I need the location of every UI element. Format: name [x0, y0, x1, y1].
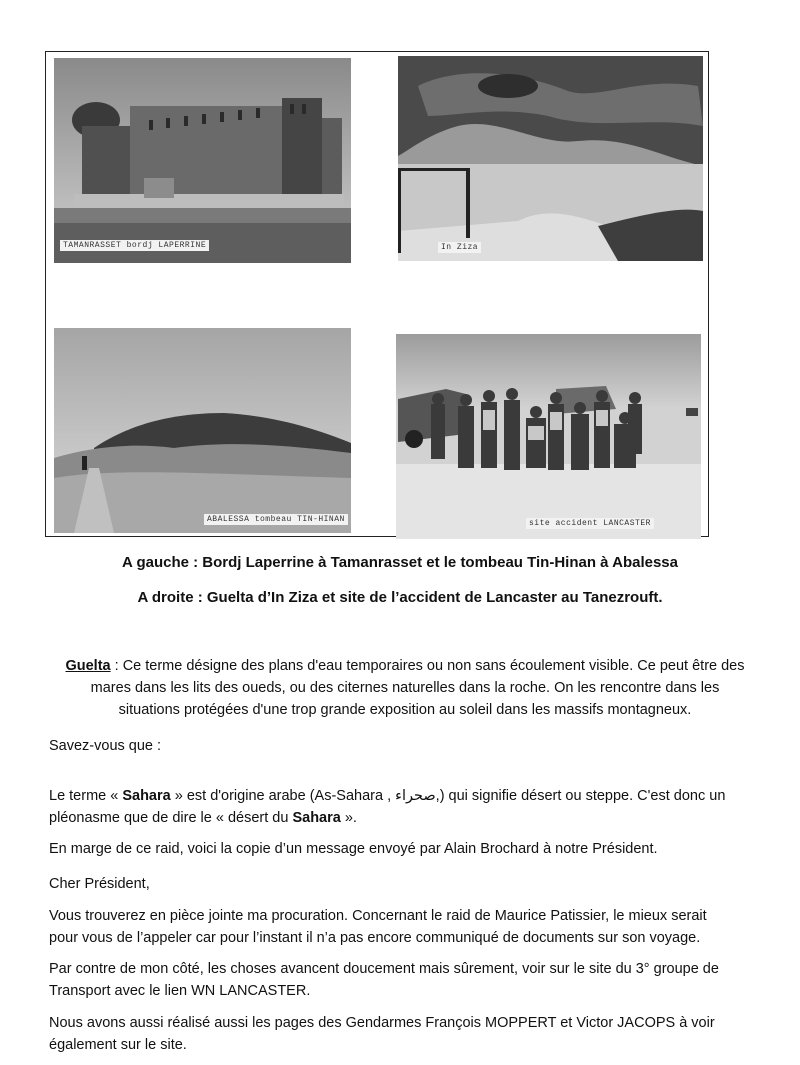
sahara-text-f: ». [340, 810, 357, 826]
guelta-definition [40, 655, 770, 721]
photo-caption: site accident LANCASTER [526, 518, 654, 529]
gendarmes-line-2: également sur le site. [49, 1037, 187, 1053]
salutation: Cher Président, [49, 876, 150, 892]
photo-frame [45, 51, 709, 537]
sahara-term: Sahara [122, 788, 171, 804]
photo-site-accident-lancaster [396, 334, 701, 539]
sahara-text-a: Le terme « [49, 788, 123, 804]
photo-caption: In Ziza [438, 242, 481, 253]
mon-cote-line-2: Transport avec le lien WN LANCASTER. [49, 983, 311, 999]
guelta-line-3: situations protégées d'une trop grande exposition au soleil dans les massifs montagneux. [118, 702, 692, 718]
guelta-term: Guelta [65, 658, 111, 674]
sahara-term-2: Sahara [292, 810, 341, 826]
procuration-line-1: Vous trouverez en pièce jointe ma procuration. Concernant le raid de Maurice Patissier, le mieux serait [49, 908, 707, 924]
message-intro: En marge de ce raid, voici la copie d’un message envoyé par Alain Brochard à notre Président. [49, 841, 658, 857]
guelta-line-1: : Ce terme désigne des plans d'eau temporaires ou non sans écoulement visible. Ce peut être des [110, 658, 745, 674]
guelta-line-2: mares dans les lits des oueds, ou des citernes naturelles dans la roche. On les rencontre dans les [90, 680, 720, 696]
sahara-text-d: pléonasme que de dire le « désert du [49, 810, 293, 826]
savez-vous-que: Savez-vous que : [49, 738, 162, 754]
sahara-text-c: » est d'origine arabe (As-Sahara , صحراء,) qui signifie désert ou steppe. C'est donc un [170, 788, 726, 804]
photo-guelta-in-ziza [398, 56, 703, 261]
sahara-paragraph [49, 785, 769, 829]
mon-cote-line-1: Par contre de mon côté, les choses avancent doucement mais sûrement, voir sur le site du 3° groupe de [49, 961, 719, 977]
photo-tombeau-tin-hinan [54, 328, 351, 533]
caption-right-photos: A droite : Guelta d’In Ziza et site de l’accident de Lancaster au Tanezrouft. [137, 589, 663, 606]
paragraph-gendarmes [49, 1012, 779, 1056]
caption-left-photos: A gauche : Bordj Laperrine à Tamanrasset et le tombeau Tin-Hinan à Abalessa [122, 554, 678, 571]
procuration-line-2: pour vous de l’appeler car pour l’instant il n’a pas encore communiqué de documents sur son voyage. [49, 930, 701, 946]
photo-caption: ABALESSA tombeau TIN-HINAN [204, 514, 348, 525]
photo-caption: TAMANRASSET bordj LAPERRINE [60, 240, 209, 251]
gendarmes-line-1: Nous avons aussi réalisé aussi les pages des Gendarmes François MOPPERT et Victor JACOPS à voir [49, 1015, 715, 1031]
photo-bordj-laperrine [54, 58, 351, 263]
paragraph-mon-cote [49, 958, 779, 1002]
paragraph-procuration [49, 905, 779, 949]
